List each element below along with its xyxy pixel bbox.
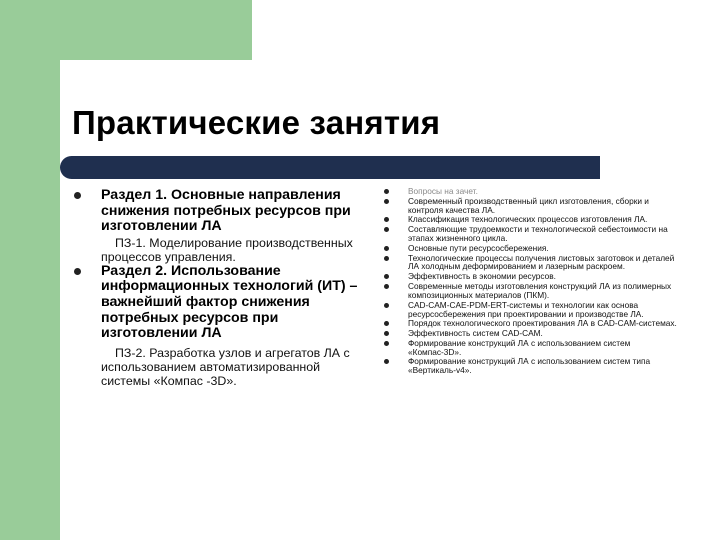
list-item-text: Современный производственный цикл изготовления, сборки и контроля качества ЛА. xyxy=(408,195,649,215)
list-item xyxy=(384,225,684,243)
list-item-text: Эффективность в экономии ресурсов. xyxy=(408,271,556,282)
list-item xyxy=(384,272,684,281)
list-item-text: Порядок технологического проектирования ЛА в CAD-CAM-системах. xyxy=(408,318,677,329)
bullet-icon xyxy=(384,284,389,289)
bullet-icon xyxy=(384,189,389,194)
list-item xyxy=(384,301,684,319)
green-corner-block xyxy=(0,0,252,60)
list-item xyxy=(384,319,684,328)
list-item-text: Вопросы на зачет. xyxy=(408,186,478,196)
left-column xyxy=(74,188,364,388)
list-item xyxy=(74,264,364,388)
right-column xyxy=(384,187,684,376)
list-item-text: Эффективность систем CAD-CAM. xyxy=(408,328,543,339)
list-item-text: Основные пути ресурсосбережения. xyxy=(408,242,549,253)
list-item xyxy=(384,329,684,338)
section-heading: Раздел 1. Основные направления снижения потребных ресурсов при изготовлении ЛА xyxy=(101,187,351,235)
section-subtext xyxy=(101,236,364,264)
bullet-icon xyxy=(384,256,389,261)
list-item xyxy=(384,282,684,300)
section-subtext-text: ПЗ-1. Моделирование производственных процессов управления. xyxy=(101,235,353,264)
list-item xyxy=(384,187,684,196)
list-item-text: CAD-CAM-CAE-PDM-ERT-системы и технологии как основа ресурсосбережения при проектировании и производстве ЛА. xyxy=(408,299,644,319)
list-item xyxy=(74,188,364,264)
list-item-text: Формирование конструкций ЛА с использованием систем типа «Вертикаль-v4». xyxy=(408,356,665,376)
section-heading: Раздел 2. Использование информационных технологий (ИТ) – важнейший фактор снижения потребных ресурсов при изготовлении ЛА xyxy=(101,262,358,342)
list-item xyxy=(384,244,684,253)
list-item xyxy=(384,254,684,272)
bullet-icon xyxy=(384,341,389,346)
bullet-icon xyxy=(384,331,389,336)
list-item xyxy=(384,339,684,357)
green-side-stripe xyxy=(0,60,60,540)
list-item xyxy=(384,197,684,215)
bullet-icon xyxy=(384,199,389,204)
bullet-icon xyxy=(384,274,389,279)
bullet-icon xyxy=(384,217,389,222)
bullet-icon xyxy=(74,268,81,275)
title-rule xyxy=(60,156,600,179)
list-item xyxy=(384,215,684,224)
list-item-text: Формирование конструкций ЛА с использованием систем «Компас-3D». xyxy=(408,337,631,357)
bullet-icon xyxy=(384,321,389,326)
list-item-text: Классификация технологических процессов изготовления ЛА. xyxy=(408,214,648,225)
section-subtext xyxy=(101,346,364,388)
list-item xyxy=(384,357,684,375)
list-item-text: Технологические процессы получения листовых заготовок и деталей ЛА холодным деформированием и лазерным раскроем. xyxy=(408,252,675,272)
bullet-icon xyxy=(384,246,389,251)
bullet-icon xyxy=(74,192,81,199)
list-item-text: Современные методы изготовления конструкций ЛА из полимерных композиционных материалов (ПКМ). xyxy=(408,280,672,300)
list-item-text: Составляющие трудоемкости и технологической себестоимости на этапах жизненного цикла. xyxy=(408,224,668,244)
bullet-icon xyxy=(384,359,389,364)
bullet-icon xyxy=(384,303,389,308)
slide-title: Практические занятия xyxy=(72,104,441,141)
section-subtext-text: ПЗ-2. Разработка узлов и агрегатов ЛА с использованием автоматизированной системы «Компас -3D». xyxy=(101,345,350,388)
bullet-icon xyxy=(384,227,389,232)
